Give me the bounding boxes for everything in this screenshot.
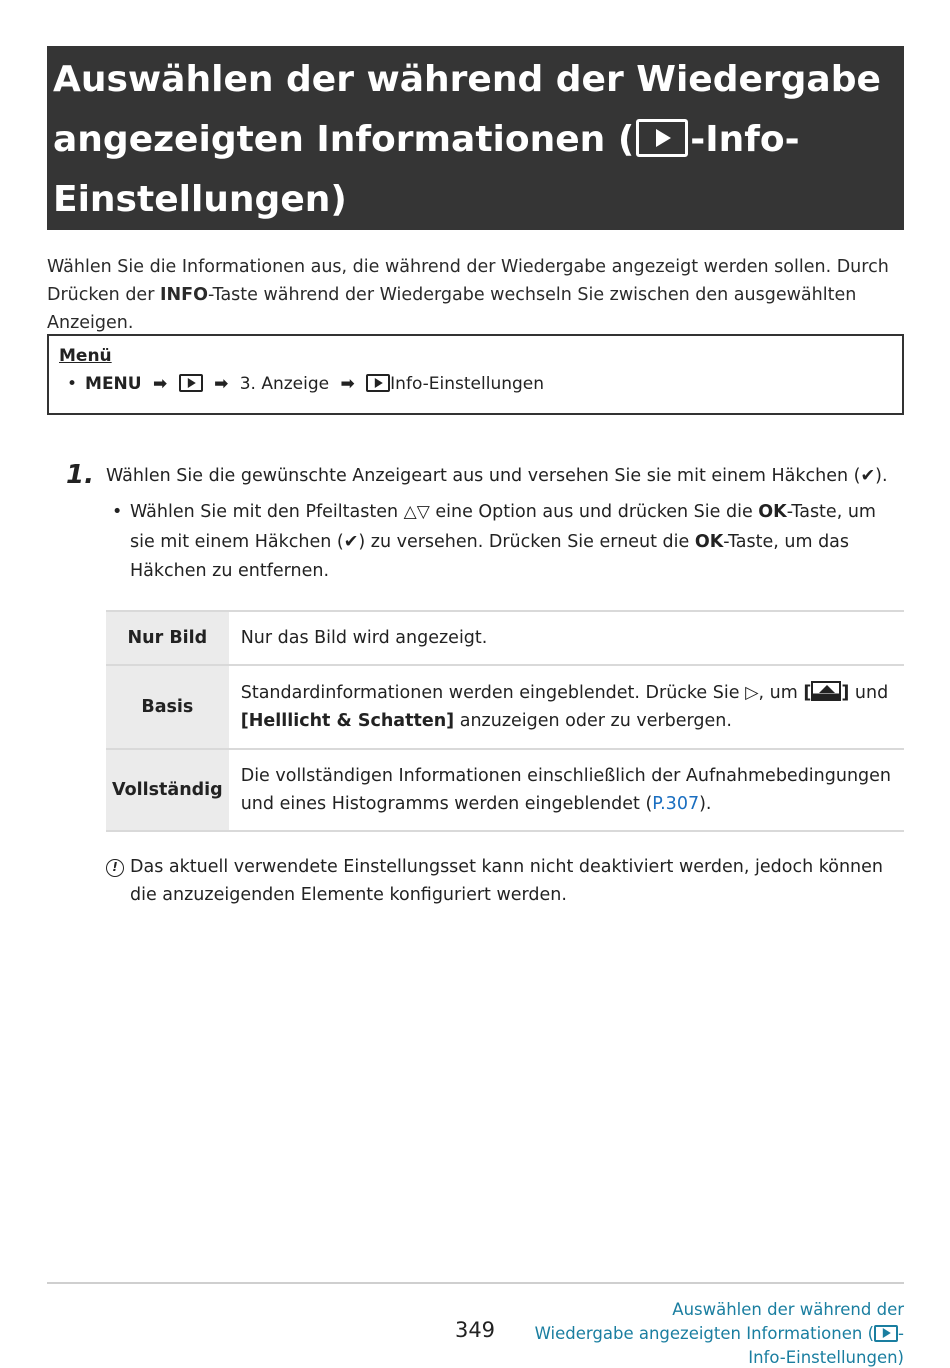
option-key: Vollständig [106, 749, 229, 831]
menu-item-display: 3. Anzeige [239, 374, 330, 394]
page-reference-link[interactable]: P.307 [652, 794, 700, 814]
playback-icon [366, 374, 390, 392]
menu-path: • MENU ➡ ➡ 3. Anzeige ➡ Info-Einstellungen [67, 374, 545, 394]
title-line-2b: -Info- [690, 119, 800, 160]
info-key-label: INFO [159, 285, 208, 305]
menu-path-box [47, 334, 904, 415]
playback-icon [874, 1325, 898, 1342]
option-value: Die vollständigen Informationen einschließlich der Aufnahmebedingungen und eines Histogramms werden eingeblendet (P.307). [229, 749, 904, 831]
arrow-right-icon: ➡ [340, 374, 355, 394]
playback-icon [636, 119, 688, 157]
arrow-right-icon: ➡ [153, 374, 168, 394]
step-number: 1. [66, 460, 94, 490]
menu-item-info-settings: Info-Einstellungen [390, 374, 545, 394]
step-text: Wählen Sie die gewünschte Anzeigeart aus und versehen Sie sie mit einem Häkchen (✔). [106, 466, 888, 486]
right-arrow-icon: ▷ [745, 683, 759, 703]
option-key: Basis [106, 665, 229, 749]
step-1-bullet: • Wählen Sie mit den Pfeiltasten △▽ eine Option aus und drücken Sie die OK-Taste, um sie mit einem Häkchen (✔) zu versehen. Drücken Sie erneut die OK-Taste, um das Häkchen zu entfernen. [112, 502, 876, 581]
page-number: 349 [454, 1318, 496, 1342]
title-line-2a: angezeigten Informationen ( [53, 119, 635, 160]
intro-paragraph: Wählen Sie die Informationen aus, die während der Wiedergabe angezeigt werden sollen. Durch Drücken der INFO-Taste während der Wiedergabe wechseln Sie zwischen den ausgewählten Anzeigen. [47, 257, 889, 333]
menu-root: MENU [85, 374, 142, 394]
menu-title: Menü [59, 346, 112, 366]
footer-divider [47, 1282, 904, 1284]
option-value: Nur das Bild wird angezeigt. [229, 611, 904, 665]
note [106, 853, 906, 909]
page-title [53, 50, 898, 230]
option-value: Standardinformationen werden eingeblendet. Drücke Sie ▷, um [ ] und [Helllicht & Schatten] anzuzeigen oder zu verbergen. [229, 665, 904, 749]
option-key: Nur Bild [106, 611, 229, 665]
note-icon: ! [106, 859, 124, 877]
title-line-1: Auswählen der während der Wiedergabe [53, 59, 881, 100]
table-row [106, 749, 904, 831]
table-row [106, 665, 904, 749]
arrow-right-icon: ➡ [214, 374, 229, 394]
table-row [106, 611, 904, 665]
footer-section-link[interactable]: Auswählen der während der Wiedergabe angezeigten Informationen ( - Info-Einstellungen) [534, 1300, 904, 1367]
title-line-3: Einstellungen) [53, 179, 347, 220]
playback-icon [179, 374, 203, 392]
page-title-box [47, 46, 904, 230]
options-table [106, 610, 904, 832]
note-text: Das aktuell verwendete Einstellungsset kann nicht deaktiviert werden, jedoch können die anzuzeigenden Elemente konfiguriert werden. [130, 857, 883, 905]
highlight-shadow-icon [811, 681, 841, 701]
up-down-arrows-icon: △▽ [403, 502, 430, 522]
